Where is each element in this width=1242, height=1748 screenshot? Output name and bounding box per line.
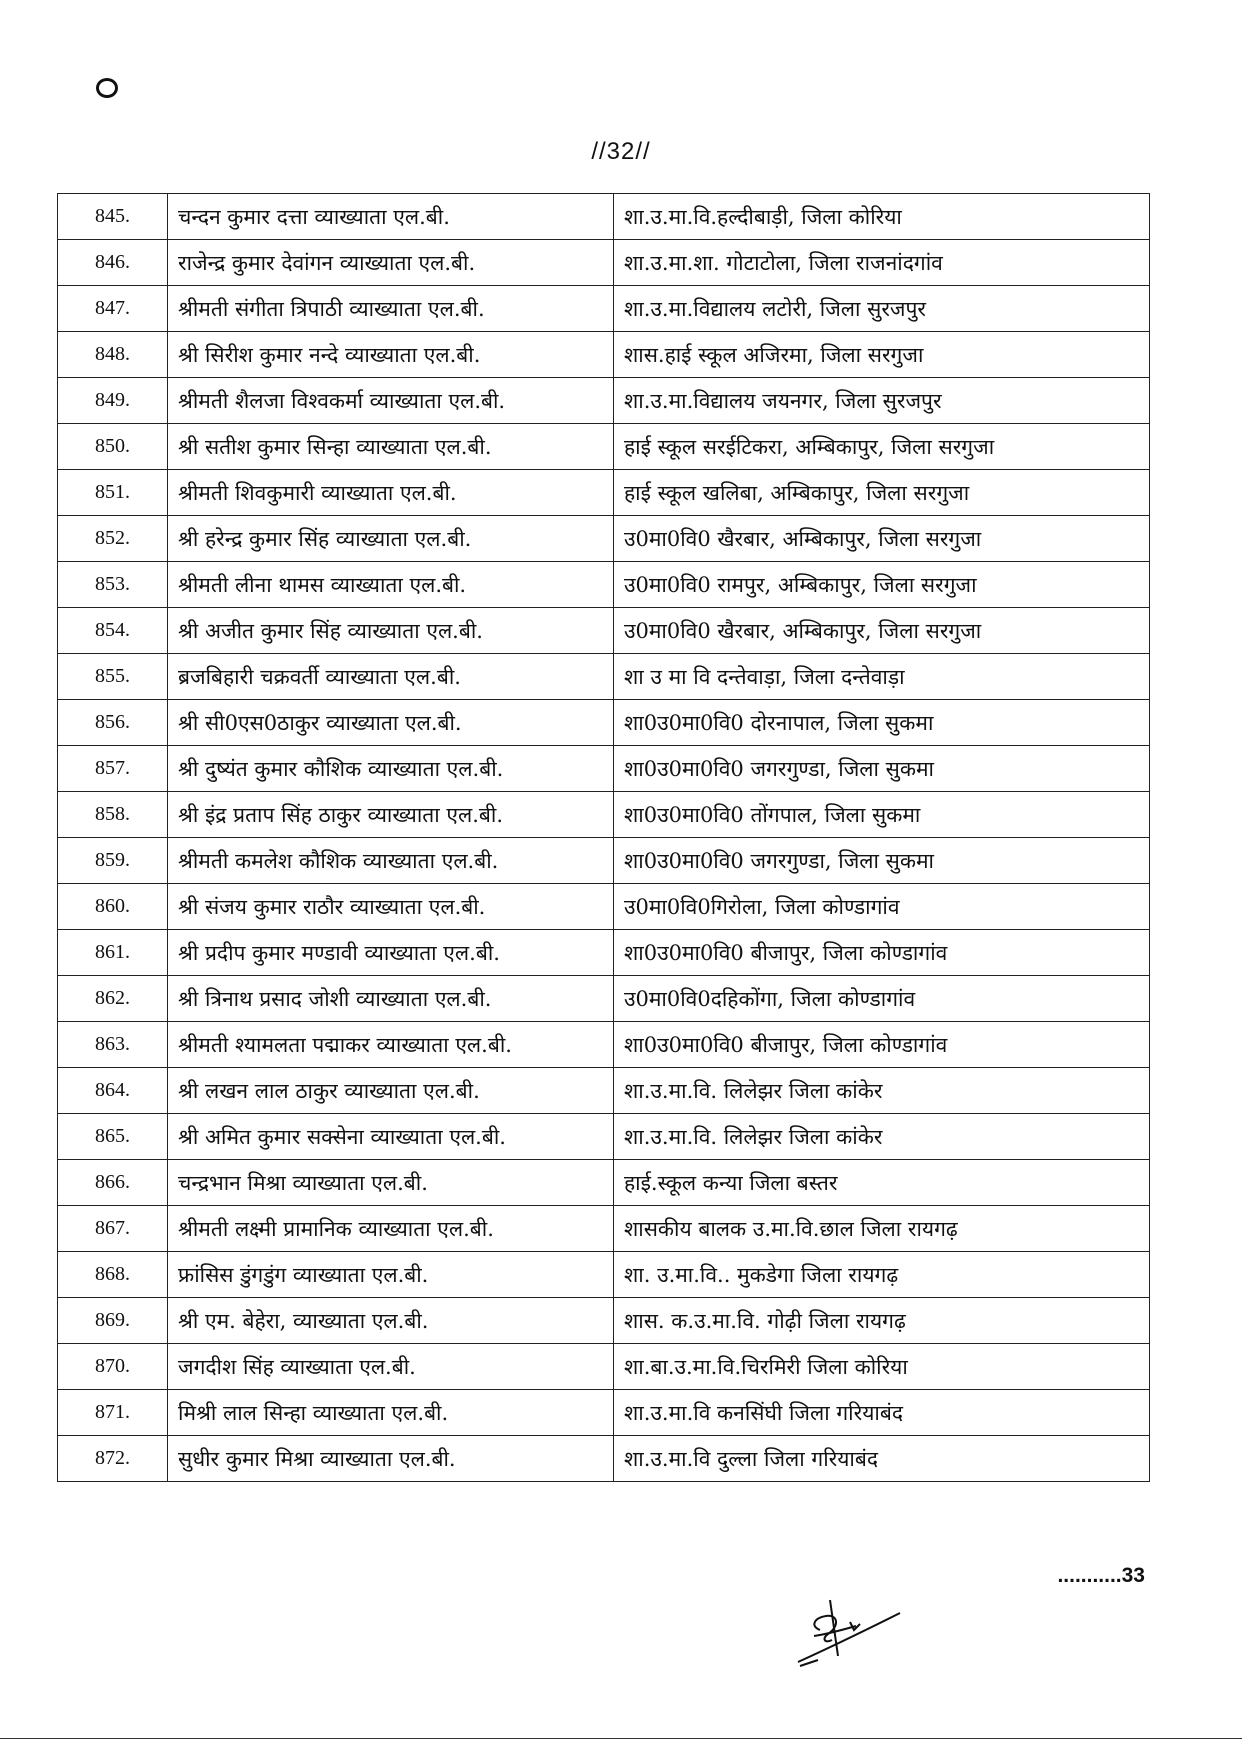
posting-school-cell: शा.उ.मा.वि. लिलेझर जिला कांकेर	[614, 1068, 1150, 1114]
table-row	[58, 608, 1150, 654]
posting-school-cell: शा.उ.मा.विद्यालय जयनगर, जिला सुरजपुर	[614, 378, 1150, 424]
posting-school-cell: शा उ मा वि दन्तेवाड़ा, जिला दन्तेवाड़ा	[614, 654, 1150, 700]
posting-school-cell: शास. क.उ.मा.वि. गोढ़ी जिला रायगढ़	[614, 1298, 1150, 1344]
posting-school-cell: शा0उ0मा0वि0 बीजापुर, जिला कोण्डागांव	[614, 930, 1150, 976]
serial-number-cell: 861.	[58, 930, 168, 976]
table-row	[58, 1298, 1150, 1344]
serial-number-cell: 860.	[58, 884, 168, 930]
serial-number-cell: 845.	[58, 194, 168, 240]
teacher-name-cell: राजेन्द्र कुमार देवांगन व्याख्याता एल.बी.	[168, 240, 614, 286]
table-row	[58, 378, 1150, 424]
table-row	[58, 562, 1150, 608]
teacher-name-cell: श्री हरेन्द्र कुमार सिंह व्याख्याता एल.बी.	[168, 516, 614, 562]
posting-school-cell: शास.हाई स्कूल अजिरमा, जिला सरगुजा	[614, 332, 1150, 378]
serial-number-cell: 853.	[58, 562, 168, 608]
serial-number-cell: 857.	[58, 746, 168, 792]
serial-number-cell: 852.	[58, 516, 168, 562]
posting-school-cell: शा.उ.मा.वि दुल्ला जिला गरियाबंद	[614, 1436, 1150, 1482]
teacher-name-cell: श्री संजय कुमार राठौर व्याख्याता एल.बी.	[168, 884, 614, 930]
posting-school-cell: शा.उ.मा.विद्यालय लटोरी, जिला सुरजपुर	[614, 286, 1150, 332]
table-row	[58, 332, 1150, 378]
teacher-name-cell: सुधीर कुमार मिश्रा व्याख्याता एल.बी.	[168, 1436, 614, 1482]
posting-school-cell: शा0उ0मा0वि0 जगरगुण्डा, जिला सुकमा	[614, 746, 1150, 792]
teacher-name-cell: श्री त्रिनाथ प्रसाद जोशी व्याख्याता एल.बी.	[168, 976, 614, 1022]
teacher-name-cell: श्रीमती कमलेश कौशिक व्याख्याता एल.बी.	[168, 838, 614, 884]
table-row	[58, 792, 1150, 838]
serial-number-cell: 846.	[58, 240, 168, 286]
serial-number-cell: 851.	[58, 470, 168, 516]
serial-number-cell: 870.	[58, 1344, 168, 1390]
teacher-name-cell: श्रीमती लीना थामस व्याख्याता एल.बी.	[168, 562, 614, 608]
table-row	[58, 1390, 1150, 1436]
teacher-name-cell: श्री सिरीश कुमार नन्दे व्याख्याता एल.बी.	[168, 332, 614, 378]
serial-number-cell: 866.	[58, 1160, 168, 1206]
teacher-name-cell: जगदीश सिंह व्याख्याता एल.बी.	[168, 1344, 614, 1390]
posting-school-cell: उ0मा0वि0 खैरबार, अम्बिकापुर, जिला सरगुजा	[614, 516, 1150, 562]
bottom-border-line	[0, 1738, 1242, 1739]
teacher-name-cell: चन्दन कुमार दत्ता व्याख्याता एल.बी.	[168, 194, 614, 240]
teacher-name-cell: श्रीमती संगीता त्रिपाठी व्याख्याता एल.बी.	[168, 286, 614, 332]
serial-number-cell: 863.	[58, 1022, 168, 1068]
posting-school-cell: शा0उ0मा0वि0 दोरनापाल, जिला सुकमा	[614, 700, 1150, 746]
posting-school-cell: शा0उ0मा0वि0 बीजापुर, जिला कोण्डागांव	[614, 1022, 1150, 1068]
serial-number-cell: 848.	[58, 332, 168, 378]
table-row	[58, 194, 1150, 240]
teacher-name-cell: श्रीमती लक्ष्मी प्रामानिक व्याख्याता एल.बी.	[168, 1206, 614, 1252]
serial-number-cell: 847.	[58, 286, 168, 332]
serial-number-cell: 867.	[58, 1206, 168, 1252]
teacher-name-cell: श्री सी0एस0ठाकुर व्याख्याता एल.बी.	[168, 700, 614, 746]
table-row	[58, 1068, 1150, 1114]
teacher-name-cell: श्री लखन लाल ठाकुर व्याख्याता एल.बी.	[168, 1068, 614, 1114]
posting-school-cell: शा.उ.मा.वि. लिलेझर जिला कांकेर	[614, 1114, 1150, 1160]
posting-school-cell: शा.उ.मा.वि कनसिंघी जिला गरियाबंद	[614, 1390, 1150, 1436]
table-row	[58, 240, 1150, 286]
teacher-name-cell: चन्द्रभान मिश्रा व्याख्याता एल.बी.	[168, 1160, 614, 1206]
teacher-name-cell: फ्रांसिस डुंगडुंग व्याख्याता एल.बी.	[168, 1252, 614, 1298]
table-row	[58, 1114, 1150, 1160]
posting-school-cell: शा.उ.मा.शा. गोटाटोला, जिला राजनांदगांव	[614, 240, 1150, 286]
teacher-name-cell: मिश्री लाल सिन्हा व्याख्याता एल.बी.	[168, 1390, 614, 1436]
table-row	[58, 838, 1150, 884]
serial-number-cell: 854.	[58, 608, 168, 654]
serial-number-cell: 850.	[58, 424, 168, 470]
table-row	[58, 746, 1150, 792]
table-row	[58, 424, 1150, 470]
page-number: //32//	[591, 138, 651, 165]
posting-school-cell: शासकीय बालक उ.मा.वि.छाल जिला रायगढ़	[614, 1206, 1150, 1252]
posting-school-cell: शा0उ0मा0वि0 जगरगुण्डा, जिला सुकमा	[614, 838, 1150, 884]
posting-school-cell: शा.उ.मा.वि.हल्दीबाड़ी, जिला कोरिया	[614, 194, 1150, 240]
serial-number-cell: 869.	[58, 1298, 168, 1344]
posting-school-cell: शा. उ.मा.वि.. मुकडेगा जिला रायगढ़	[614, 1252, 1150, 1298]
table-row	[58, 1344, 1150, 1390]
serial-number-cell: 855.	[58, 654, 168, 700]
table-row	[58, 976, 1150, 1022]
serial-number-cell: 862.	[58, 976, 168, 1022]
signature-icon	[780, 1578, 930, 1678]
transfer-list-table	[57, 193, 1150, 1482]
table-row	[58, 1022, 1150, 1068]
teacher-name-cell: श्री अजीत कुमार सिंह व्याख्याता एल.बी.	[168, 608, 614, 654]
teacher-name-cell: श्रीमती श्यामलता पद्माकर व्याख्याता एल.बी.	[168, 1022, 614, 1068]
teacher-name-cell: श्री प्रदीप कुमार मण्डावी व्याख्याता एल.बी.	[168, 930, 614, 976]
table-row	[58, 516, 1150, 562]
teacher-name-cell: श्री सतीश कुमार सिन्हा व्याख्याता एल.बी.	[168, 424, 614, 470]
table-row	[58, 470, 1150, 516]
serial-number-cell: 872.	[58, 1436, 168, 1482]
posting-school-cell: उ0मा0वि0गिरोला, जिला कोण्डागांव	[614, 884, 1150, 930]
table-row	[58, 700, 1150, 746]
table-row	[58, 1436, 1150, 1482]
table-row	[58, 1160, 1150, 1206]
posting-school-cell: हाई.स्कूल कन्या जिला बस्तर	[614, 1160, 1150, 1206]
teacher-name-cell: श्री अमित कुमार सक्सेना व्याख्याता एल.बी.	[168, 1114, 614, 1160]
table-row	[58, 1206, 1150, 1252]
serial-number-cell: 868.	[58, 1252, 168, 1298]
serial-number-cell: 859.	[58, 838, 168, 884]
table-row	[58, 1252, 1150, 1298]
table-row	[58, 654, 1150, 700]
circle-mark-icon	[96, 78, 118, 98]
posting-school-cell: शा0उ0मा0वि0 तोंगपाल, जिला सुकमा	[614, 792, 1150, 838]
teacher-name-cell: श्रीमती शिवकुमारी व्याख्याता एल.बी.	[168, 470, 614, 516]
serial-number-cell: 865.	[58, 1114, 168, 1160]
continued-page-marker: ...........33	[1057, 1564, 1145, 1587]
table-row	[58, 930, 1150, 976]
serial-number-cell: 849.	[58, 378, 168, 424]
posting-school-cell: हाई स्कूल खलिबा, अम्बिकापुर, जिला सरगुजा	[614, 470, 1150, 516]
table-row	[58, 884, 1150, 930]
serial-number-cell: 858.	[58, 792, 168, 838]
teacher-name-cell: ब्रजबिहारी चक्रवर्ती व्याख्याता एल.बी.	[168, 654, 614, 700]
posting-school-cell: हाई स्कूल सरईटिकरा, अम्बिकापुर, जिला सरगुजा	[614, 424, 1150, 470]
posting-school-cell: शा.बा.उ.मा.वि.चिरमिरी जिला कोरिया	[614, 1344, 1150, 1390]
serial-number-cell: 856.	[58, 700, 168, 746]
posting-school-cell: उ0मा0वि0दहिकोंगा, जिला कोण्डागांव	[614, 976, 1150, 1022]
teacher-name-cell: श्रीमती शैलजा विश्वकर्मा व्याख्याता एल.बी.	[168, 378, 614, 424]
teacher-name-cell: श्री दुष्यंत कुमार कौशिक व्याख्याता एल.बी.	[168, 746, 614, 792]
teacher-name-cell: श्री इंद्र प्रताप सिंह ठाकुर व्याख्याता एल.बी.	[168, 792, 614, 838]
table-row	[58, 286, 1150, 332]
posting-school-cell: उ0मा0वि0 रामपुर, अम्बिकापुर, जिला सरगुजा	[614, 562, 1150, 608]
serial-number-cell: 871.	[58, 1390, 168, 1436]
posting-school-cell: उ0मा0वि0 खैरबार, अम्बिकापुर, जिला सरगुजा	[614, 608, 1150, 654]
serial-number-cell: 864.	[58, 1068, 168, 1114]
teacher-name-cell: श्री एम. बेहेरा, व्याख्याता एल.बी.	[168, 1298, 614, 1344]
